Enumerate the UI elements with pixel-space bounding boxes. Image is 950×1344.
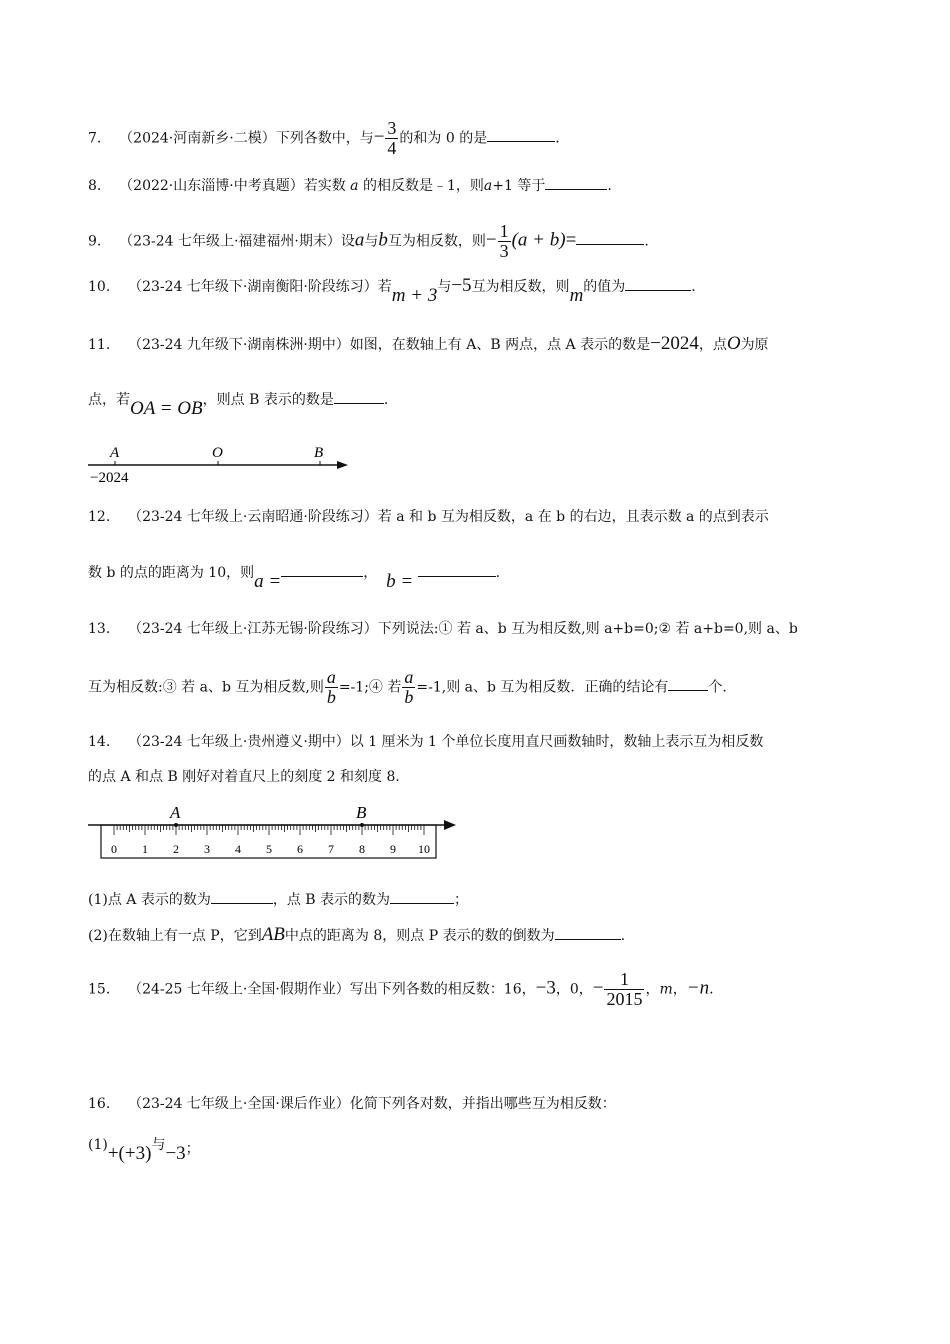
question-16 [88,1097,860,1111]
minus-sign: − [373,126,385,148]
question-text: 如图，在数轴上有 A、B 两点，点 A 表示的数是 [349,337,651,353]
answer-blank[interactable] [545,188,607,190]
number-line-figure [84,440,364,488]
question-text: 若 [377,279,392,295]
minus-sign: − [485,229,497,251]
question-text: 若实数 [303,178,346,194]
fraction [498,222,511,261]
point-b [360,823,364,827]
answer-blank[interactable] [487,140,555,142]
answer-blank[interactable] [555,938,621,940]
math-expression: OA = OB [130,398,203,419]
answer-blank-a[interactable] [281,575,363,577]
question-text: ，点 [698,337,727,353]
period: . [709,981,714,998]
question-source: （23-24 七年级上·江苏无锡·阶段练习） [128,621,378,637]
question-source: （23-24 七年级下·湖南衡阳·阶段练习） [128,279,378,295]
question-8 [88,179,860,193]
period: . [644,233,649,250]
question-text: =-1,则 a、b 互为相反数．正确的结论有 [416,679,669,696]
semicolon: ； [185,1141,200,1157]
question-text: 互为相反数，则 [471,279,570,295]
label-b: B [356,803,367,822]
question-14-line-2 [88,770,860,784]
math-expression: m + 3 [391,285,438,306]
fraction [325,668,338,707]
variable: a [350,178,359,194]
question-7 [88,119,860,158]
question-text: 若 a 和 b 互为相反数，a 在 b 的右边，且表示数 a 的点到表示 [377,509,769,525]
question-text: 以 1 厘米为 1 个单位长度用直尺画数轴时，数轴上表示互为相反数 [349,734,764,750]
question-text: 互为相反数:③ 若 a、b 互为相反数,则 [88,679,324,696]
period: . [555,130,560,147]
variable-b: b [378,229,388,251]
question-14-sub-2 [88,925,860,944]
question-10 [88,275,860,306]
ruler-tick-label: 7 [328,842,334,856]
semicolon: ； [454,892,469,908]
variable: a [483,178,493,194]
question-number: 12. [88,509,111,525]
ruler-tick-label: 9 [390,842,396,856]
question-number: 15. [88,981,111,998]
question-text: 设 [340,233,355,250]
ruler-tick-label: 2 [173,842,179,856]
numerator: a [404,667,414,687]
question-text: ，0， [555,981,593,998]
question-source: （23-24 九年级下·湖南株洲·期中） [128,337,350,353]
ruler-ticks [114,825,424,835]
math-expression: (a + b) [511,229,566,251]
question-source: （2024·河南新乡·二模） [119,130,276,147]
period: . [495,565,501,581]
question-text: 化简下列各对数，并指出哪些互为相反数： [349,1096,616,1112]
value-label: −2024 [90,470,129,486]
numerator: 1 [499,221,509,241]
math-expression: −5 [451,275,472,296]
question-number: 11. [88,337,111,353]
question-12 [88,510,860,524]
period: . [691,279,696,295]
answer-blank-a[interactable] [211,902,273,904]
answer-blank-b[interactable] [418,575,496,577]
denominator: b [404,686,414,707]
question-number: 14. [88,734,111,750]
question-text: 与 [437,279,452,295]
variable: O [726,333,741,354]
question-text: ， [645,981,660,998]
period: . [607,178,612,194]
answer-blank-b[interactable] [390,902,454,904]
question-text: 写出下列各数的相反数：16， [349,981,536,998]
denominator: 2015 [606,988,643,1009]
ruler-figure [84,800,464,862]
question-number: 13. [88,621,111,637]
ruler-labels [111,842,430,856]
question-text: =-1;④ 若 [338,679,402,696]
question-text: 的和为 0 的是 [399,130,488,147]
fraction [385,119,398,158]
question-text: 为原 [740,337,769,353]
question-source: （23-24 七年级上·全国·课后作业） [128,1096,350,1112]
question-text: 与 [151,1137,166,1153]
question-text: ， [672,981,687,998]
variable: m [569,285,584,306]
answer-blank[interactable] [668,689,708,691]
label-o: O [212,445,223,461]
question-11 [88,334,860,353]
denominator: 3 [499,240,509,261]
question-source: （23-24 七年级上·云南昭通·阶段练习） [128,509,378,525]
label-a: A [170,803,181,822]
ruler-tick-label: 0 [111,842,117,856]
arrow-head [444,820,456,830]
question-13 [88,622,860,636]
question-source: （23-24 七年级上·贵州遵义·期中） [128,734,350,750]
math-value: −3 [165,1143,186,1164]
variable-a: a [354,229,365,251]
math-value: −3 [535,977,556,999]
denominator: 4 [387,137,397,158]
question-text: 中点的距离为 8，则点 P 表示的数的倒数为 [284,928,555,944]
math-expression: b = [386,571,414,592]
ruler-tick-label: 5 [266,842,272,856]
question-number: 8. [88,178,102,194]
arrow-head [337,461,348,469]
numerator: 1 [604,970,644,990]
math-value: −n [686,977,710,999]
question-source: （2022·山东淄博·中考真题） [119,178,304,194]
ruler-tick-label: 8 [359,842,365,856]
question-16-sub-1 [88,1137,860,1164]
question-text: 互为相反数，则 [387,233,486,250]
numerator: a [326,667,336,687]
question-12-line-2 [88,562,860,592]
question-13-line-2 [88,668,860,707]
ruler-tick-label: 4 [235,842,241,856]
equals-sign: = [565,229,577,251]
answer-blank[interactable] [625,289,691,291]
question-text: 个. [708,679,727,696]
label-b: B [314,445,324,461]
question-text: (2)在数轴上有一点 P，它到 [88,928,262,944]
denominator: b [326,686,336,707]
comma: ， [363,565,378,581]
period: . [383,392,389,408]
fraction [402,668,415,707]
math-expression: a = [254,571,282,592]
question-text: 的值为 [583,279,626,295]
ruler-tick-label: 3 [204,842,210,856]
point-a [174,823,178,827]
math-expression: AB [261,924,285,945]
question-text: 与 [364,233,379,250]
question-text: 下列说法:① 若 a、b 互为相反数,则 a+b=0;② 若 a+b=0,则 a、b [377,621,798,637]
question-number: 10. [88,279,111,295]
answer-blank[interactable] [576,243,644,245]
question-text: 的点 A 和点 B 刚好对着直尺上的刻度 2 和刻度 8． [88,769,410,785]
ruler-tick-label: 1 [142,842,148,856]
question-text: 下列各数中，与 [275,130,374,147]
question-text: ，点 B 表示的数为 [272,892,391,908]
answer-blank[interactable] [334,402,384,404]
period: . [620,928,626,944]
question-14-sub-1 [88,893,860,907]
sub-number: (1) [88,1137,108,1153]
question-11-line-2 [88,389,860,419]
question-number: 7. [88,130,102,147]
question-15 [88,970,860,1009]
math-expression: +(+3) [107,1143,152,1164]
numerator: 3 [387,118,397,138]
fraction [604,970,644,1009]
question-number: 9. [88,233,102,250]
question-text: 点，若 [88,392,130,408]
ruler-tick-label: 6 [297,842,303,856]
ruler-tick-label: 10 [418,842,430,856]
question-text: +1 等于 [492,178,546,194]
variable: m [659,981,673,998]
question-text: (1)点 A 表示的数为 [88,892,211,908]
question-9 [88,222,860,261]
question-source: （24-25 七年级上·全国·假期作业） [128,981,350,998]
question-text: 的相反数是﹣1，则 [362,178,484,194]
question-source: （23-24 七年级上·福建福州·期末） [119,233,341,250]
math-value: −2024 [650,333,699,354]
question-number: 16. [88,1096,111,1112]
minus-sign: − [592,977,604,999]
question-text: 数 b 的点的距离为 10，则 [88,565,255,581]
question-text: ，则点 B 表示的数是 [202,392,334,408]
question-14 [88,735,860,749]
label-a: A [110,445,120,461]
